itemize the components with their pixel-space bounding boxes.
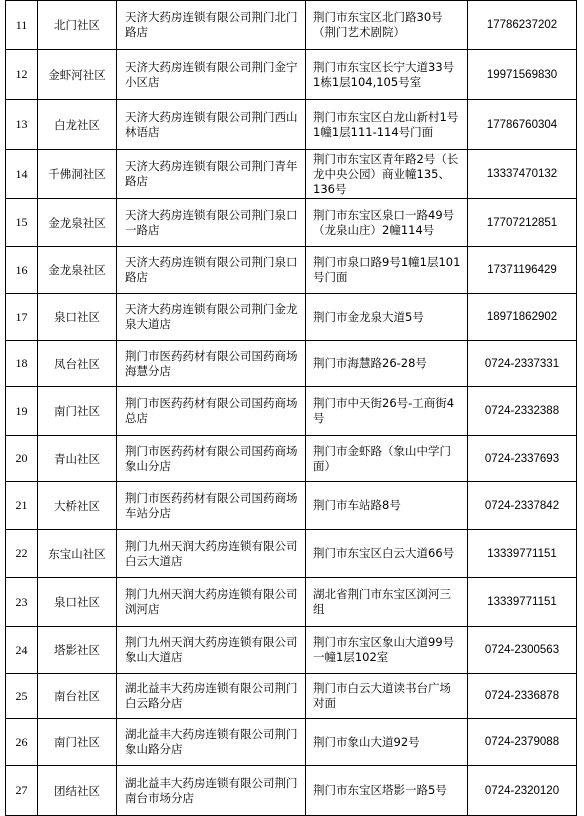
pharmacy-name-cell: 天济大药房连锁有限公司荆门北门路店 xyxy=(117,1,306,50)
pharmacy-name-cell: 湖北益丰大药房连锁有限公司荆门南台市场分店 xyxy=(117,766,306,816)
table-row xyxy=(6,247,577,294)
pharmacy-name-cell: 荆门市医药药材有限公司国药商场总店 xyxy=(117,387,306,436)
table-row xyxy=(6,294,577,341)
community-cell: 金虾河社区 xyxy=(38,50,117,100)
phone-cell: 17786760304 xyxy=(468,100,577,150)
phone-cell: 19971569830 xyxy=(468,50,577,100)
address-cell: 荆门市白云大道读书台广场对面 xyxy=(306,674,468,719)
pharmacy-table-body xyxy=(6,1,577,816)
phone-cell: 0724-2332388 xyxy=(468,387,577,436)
row-number: 24 xyxy=(6,627,38,674)
pharmacy-name-cell: 荆门市医药药材有限公司国药商场车站分店 xyxy=(117,482,306,530)
address-cell: 荆门市东宝区长宁大道33号1栋1层104,105号室 xyxy=(306,50,468,100)
pharmacy-name-cell: 天济大药房连锁有限公司荆门金宁小区店 xyxy=(117,50,306,100)
community-cell: 塔影社区 xyxy=(38,627,117,674)
pharmacy-table xyxy=(5,0,577,816)
pharmacy-name-cell: 天济大药房连锁有限公司荆门青年路店 xyxy=(117,150,306,199)
address-cell: 荆门市东宝区象山大道99号一幢1层102室 xyxy=(306,627,468,674)
pharmacy-name-cell: 天济大药房连锁有限公司荆门泉口一路店 xyxy=(117,199,306,247)
community-cell: 金龙泉社区 xyxy=(38,199,117,247)
address-cell: 荆门市车站路8号 xyxy=(306,482,468,530)
row-number: 27 xyxy=(6,766,38,816)
pharmacy-name-cell: 荆门九州天润大药房连锁有限公司象山大道店 xyxy=(117,627,306,674)
pharmacy-name-cell: 湖北益丰大药房连锁有限公司荆门象山路分店 xyxy=(117,719,306,766)
row-number: 11 xyxy=(6,1,38,50)
community-cell: 泉口社区 xyxy=(38,578,117,627)
address-cell: 荆门市东宝区青年路2号（长龙中央公园）商业幢135、136号 xyxy=(306,150,468,199)
community-cell: 南门社区 xyxy=(38,387,117,436)
address-cell: 荆门市海慧路26-28号 xyxy=(306,341,468,387)
community-cell: 千佛洞社区 xyxy=(38,150,117,199)
community-cell: 大桥社区 xyxy=(38,482,117,530)
phone-cell: 13339771151 xyxy=(468,530,577,578)
address-cell: 荆门市东宝区白龙山新村1号1幢1层111-114号门面 xyxy=(306,100,468,150)
pharmacy-name-cell: 天济大药房连锁有限公司荆门西山林语店 xyxy=(117,100,306,150)
address-cell: 荆门市金虾路（象山中学门面） xyxy=(306,436,468,482)
phone-cell: 13337470132 xyxy=(468,150,577,199)
community-cell: 泉口社区 xyxy=(38,294,117,341)
community-cell: 北门社区 xyxy=(38,1,117,50)
address-cell: 荆门市东宝区塔影一路5号 xyxy=(306,766,468,816)
community-cell: 南门社区 xyxy=(38,719,117,766)
table-row xyxy=(6,627,577,674)
phone-cell: 0724-2379088 xyxy=(468,719,577,766)
phone-cell: 17786237202 xyxy=(468,1,577,50)
table-row xyxy=(6,1,577,50)
row-number: 23 xyxy=(6,578,38,627)
table-row xyxy=(6,387,577,436)
table-row xyxy=(6,719,577,766)
phone-cell: 0724-2320120 xyxy=(468,766,577,816)
community-cell: 凤台社区 xyxy=(38,341,117,387)
phone-cell: 0724-2337842 xyxy=(468,482,577,530)
pharmacy-name-cell: 湖北益丰大药房连锁有限公司荆门白云路分店 xyxy=(117,674,306,719)
phone-cell: 18971862902 xyxy=(468,294,577,341)
table-row xyxy=(6,766,577,816)
address-cell: 荆门市泉口路9号1幢1层101号门面 xyxy=(306,247,468,294)
address-cell: 荆门市中天街26号-工商街4号 xyxy=(306,387,468,436)
community-cell: 白龙社区 xyxy=(38,100,117,150)
row-number: 16 xyxy=(6,247,38,294)
phone-cell: 13339771151 xyxy=(468,578,577,627)
table-row xyxy=(6,530,577,578)
address-cell: 荆门市金龙泉大道5号 xyxy=(306,294,468,341)
row-number: 13 xyxy=(6,100,38,150)
pharmacy-table-container xyxy=(5,0,577,816)
table-row xyxy=(6,436,577,482)
phone-cell: 0724-2337693 xyxy=(468,436,577,482)
table-row xyxy=(6,50,577,100)
row-number: 22 xyxy=(6,530,38,578)
table-row xyxy=(6,341,577,387)
table-row xyxy=(6,100,577,150)
row-number: 26 xyxy=(6,719,38,766)
pharmacy-name-cell: 天济大药房连锁有限公司荆门金龙泉大道店 xyxy=(117,294,306,341)
row-number: 15 xyxy=(6,199,38,247)
row-number: 21 xyxy=(6,482,38,530)
phone-cell: 0724-2300563 xyxy=(468,627,577,674)
address-cell: 荆门市东宝区北门路30号（荆门艺术剧院） xyxy=(306,1,468,50)
community-cell: 金龙泉社区 xyxy=(38,247,117,294)
community-cell: 南台社区 xyxy=(38,674,117,719)
address-cell: 荆门市东宝区白云大道66号 xyxy=(306,530,468,578)
table-row xyxy=(6,482,577,530)
table-row xyxy=(6,150,577,199)
community-cell: 团结社区 xyxy=(38,766,117,816)
pharmacy-name-cell: 荆门九州天润大药房连锁有限公司白云大道店 xyxy=(117,530,306,578)
address-cell: 荆门市东宝区泉口一路49号（龙泉山庄）2幢114号 xyxy=(306,199,468,247)
pharmacy-name-cell: 荆门市医药药材有限公司国药商场海慧分店 xyxy=(117,341,306,387)
pharmacy-name-cell: 荆门九州天润大药房连锁有限公司浏河店 xyxy=(117,578,306,627)
table-row xyxy=(6,674,577,719)
table-row xyxy=(6,199,577,247)
row-number: 17 xyxy=(6,294,38,341)
community-cell: 东宝山社区 xyxy=(38,530,117,578)
row-number: 19 xyxy=(6,387,38,436)
row-number: 20 xyxy=(6,436,38,482)
pharmacy-name-cell: 天济大药房连锁有限公司荆门泉口路店 xyxy=(117,247,306,294)
address-cell: 湖北省荆门市东宝区浏河三组 xyxy=(306,578,468,627)
phone-cell: 0724-2336878 xyxy=(468,674,577,719)
pharmacy-name-cell: 荆门市医药药材有限公司国药商场象山分店 xyxy=(117,436,306,482)
row-number: 14 xyxy=(6,150,38,199)
address-cell: 荆门市象山大道92号 xyxy=(306,719,468,766)
table-row xyxy=(6,578,577,627)
row-number: 25 xyxy=(6,674,38,719)
phone-cell: 0724-2337331 xyxy=(468,341,577,387)
phone-cell: 17371196429 xyxy=(468,247,577,294)
community-cell: 青山社区 xyxy=(38,436,117,482)
phone-cell: 17707212851 xyxy=(468,199,577,247)
row-number: 18 xyxy=(6,341,38,387)
row-number: 12 xyxy=(6,50,38,100)
